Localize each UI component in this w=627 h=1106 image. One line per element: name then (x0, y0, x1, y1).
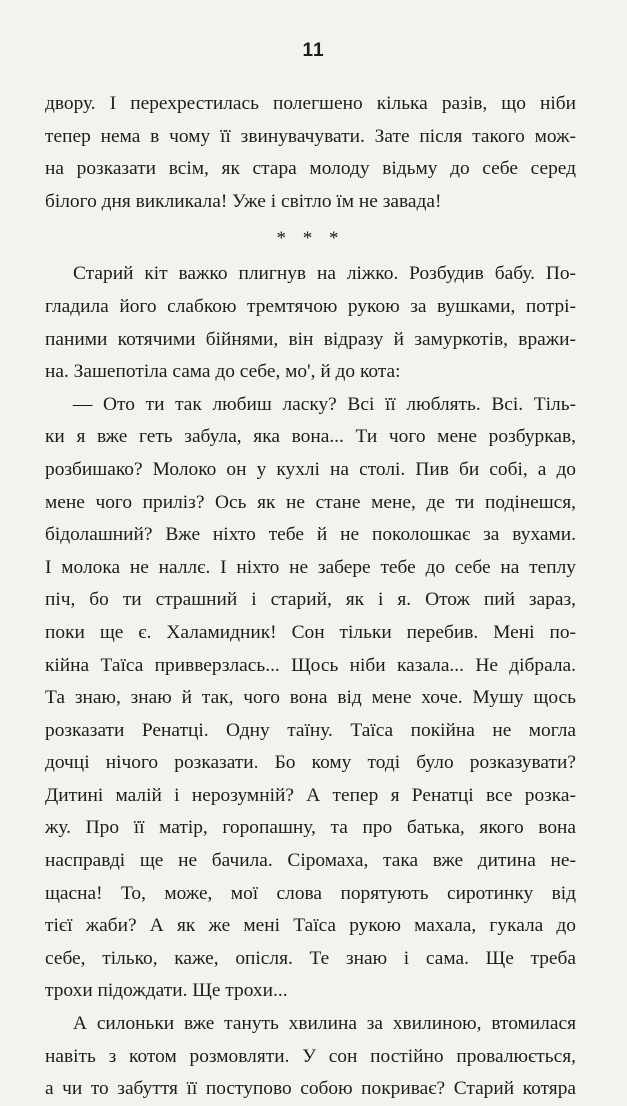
text-line: розбишако? Молоко он у кухлі на столі. Пив би собі, а до (45, 458, 576, 480)
text-line: а чи то забуття її поступово собою покриває? Старий котяра (45, 1078, 576, 1100)
text-line: тепер нема в чому її звинувачувати. Зате після такого мож- (45, 125, 576, 147)
text-line: Та знаю, знаю й так, чого вона від мене хоче. Мушу щось (45, 687, 576, 709)
text-line: А силоньки вже тануть хвилина за хвилиною, втомилася (73, 1013, 576, 1035)
text-line: Старий кіт важко плигнув на ліжко. Розбудив бабу. По- (73, 263, 576, 285)
text-line: жу. Про її матір, горопашну, та про батька, якого вона (45, 817, 576, 839)
text-line: насправді ще не бачила. Сіромаха, така вже дитина не- (45, 850, 576, 872)
text-line: кійна Таїса привверзлась... Щось ніби казала... Не дібрала. (45, 654, 576, 676)
text-line: дочці нічого розказати. Бо кому тоді було розказувати? (45, 752, 576, 774)
text-line: — Ото ти так любиш ласку? Всі її люблять. Всі. Тіль- (73, 393, 576, 415)
text-line: тієї жаби? А як же мені Таїса рукою махала, гукала до (45, 915, 576, 937)
text-line: І молока не наллє. І ніхто не забере тебе до себе на теплу (45, 556, 576, 578)
text-line: навіть з котом розмовляти. У сон постійно провалюється, (45, 1045, 576, 1067)
text-line: трохи підождати. Ще трохи... (45, 980, 288, 1002)
text-line: паними котячими бійнями, він відразу й замуркотів, вражи- (45, 328, 576, 350)
text-line: щасна! То, може, мої слова порятують сиротинку від (45, 882, 576, 904)
text-line: двору. І перехрестилась полегшено кілька разів, що ніби (45, 93, 576, 114)
text-line: піч, бо ти страшний і старий, як і я. Отож пий зараз, (45, 589, 576, 611)
page-number: 11 (302, 40, 325, 61)
text-line: ки я вже геть забула, яка вона... Ти чого мене розбуркав, (45, 426, 576, 448)
text-line: гладила його слабкою тремтячою рукою за вушками, потрі- (45, 295, 576, 317)
text-line: мене чого приліз? Ось як не стане мене, де ти подінешся, (45, 491, 576, 513)
text-line: поки ще є. Халамидник! Сон тільки перебив. Мені по- (45, 621, 576, 643)
text-line: білого дня викликала! Уже і світло їм не завада! (45, 190, 442, 212)
text-line: себе, тілько, каже, опісля. Те знаю і сама. Ще треба (45, 947, 576, 969)
page-text (45, 88, 576, 1106)
text-line: розказати Ренатці. Одну таїну. Таїса покійна не могла (45, 719, 576, 741)
text-line: на. Зашепотіла сама до себе, мо', й до кота: (45, 361, 401, 383)
section-separator: * * * (276, 228, 345, 250)
text-line: бідолашний? Вже ніхто тебе й не поколошкає за вухами. (45, 524, 576, 546)
text-line: на розказати всім, як стара молоду відьму до себе серед (45, 158, 576, 180)
text-line: Дитині малій і нерозумній? А тепер я Ренатці все розка- (45, 784, 576, 806)
